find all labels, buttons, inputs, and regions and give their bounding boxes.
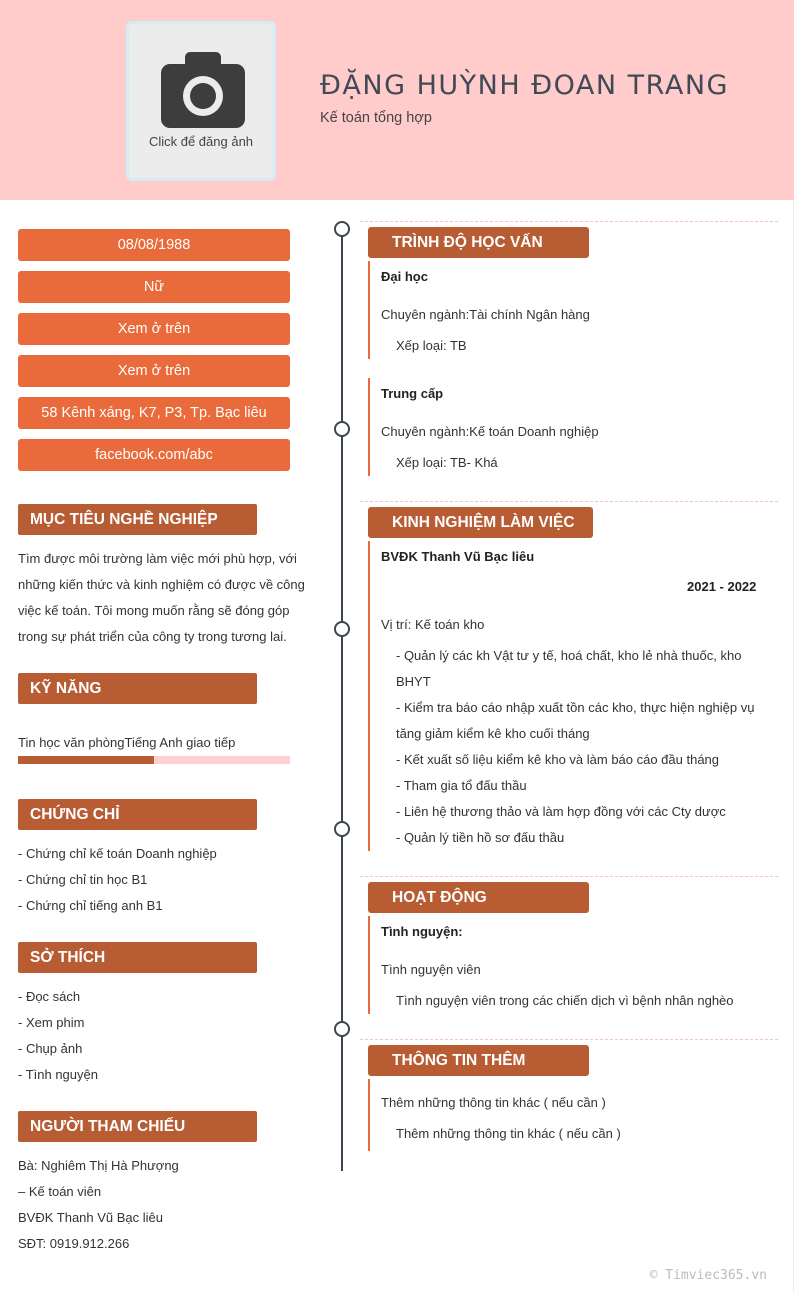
additional-heading: THÔNG TIN THÊM bbox=[368, 1045, 589, 1076]
duty-item: - Tham gia tổ đấu thầu bbox=[396, 778, 527, 793]
hobbies-heading: SỞ THÍCH bbox=[18, 942, 257, 973]
job-title: Kế toán tổng hợp bbox=[320, 110, 432, 126]
activities-heading: HOẠT ĐỘNG bbox=[368, 882, 589, 913]
skill-level-fill bbox=[18, 756, 154, 764]
header bbox=[0, 0, 794, 200]
reference-line[interactable]: BVĐK Thanh Vũ Bạc liêu bbox=[18, 1210, 164, 1225]
duty-item: - Liên hệ thương thảo và làm hợp đồng với các Cty dược bbox=[396, 804, 726, 819]
hobby-item[interactable]: - Tình nguyện bbox=[18, 1067, 98, 1082]
duty-item: - Quản lý các kh Vật tư y tế, hoá chất, kho lẻ nhà thuốc, kho BHYT bbox=[396, 648, 742, 689]
education-grade[interactable]: Xếp loại: TB bbox=[396, 338, 467, 353]
timeline-dot bbox=[334, 621, 350, 637]
experience-heading: KINH NGHIỆM LÀM VIỆC bbox=[368, 507, 593, 538]
section-divider bbox=[360, 876, 778, 877]
additional-line[interactable]: Thêm những thông tin khác ( nếu cần ) bbox=[381, 1095, 606, 1110]
duty-item: - Kiểm tra báo cáo nhập xuất tồn các kho, thực hiện nghiệp vụ tăng giảm kiểm kê kho cuối tháng bbox=[396, 700, 755, 741]
references-heading: NGƯỜI THAM CHIẾU bbox=[18, 1111, 257, 1142]
activity-role[interactable]: Tình nguyện viên bbox=[381, 962, 481, 977]
certificate-item[interactable]: - Chứng chỉ tin học B1 bbox=[18, 872, 148, 887]
certificates-heading: CHỨNG CHỈ bbox=[18, 799, 257, 830]
education-major[interactable]: Chuyên ngành:Kế toán Doanh nghiệp bbox=[381, 424, 599, 439]
address-field[interactable]: 58 Kênh xáng, K7, P3, Tp. Bạc liêu bbox=[18, 397, 290, 429]
phone-field[interactable]: Xem ở trên bbox=[18, 313, 290, 345]
timeline-dot bbox=[334, 1021, 350, 1037]
birthdate-field[interactable]: 08/08/1988 bbox=[18, 229, 290, 261]
photo-caption: Click để đăng ảnh bbox=[148, 134, 254, 149]
duty-item: - Kết xuất số liệu kiểm kê kho và làm báo cáo đầu tháng bbox=[396, 752, 720, 767]
duty-item: - Quản lý tiền hồ sơ đấu thầu bbox=[396, 830, 565, 845]
reference-line[interactable]: Bà: Nghiêm Thị Hà Phượng bbox=[18, 1158, 179, 1173]
experience-duties[interactable] bbox=[396, 643, 756, 851]
candidate-name: ĐẶNG HUỲNH ĐOAN TRANG bbox=[320, 70, 729, 101]
section-divider bbox=[360, 501, 778, 502]
section-divider bbox=[360, 1039, 778, 1040]
entry-accent-bar bbox=[368, 541, 370, 851]
experience-position[interactable]: Vị trí: Kế toán kho bbox=[381, 617, 485, 632]
social-field[interactable]: facebook.com/abc bbox=[18, 439, 290, 471]
activity-desc[interactable]: Tình nguyện viên trong các chiến dịch vì bệnh nhân nghèo bbox=[396, 993, 734, 1008]
experience-period[interactable]: 2021 - 2022 bbox=[687, 579, 757, 594]
reference-line[interactable]: – Kế toán viên bbox=[18, 1184, 102, 1199]
gender-field[interactable]: Nữ bbox=[18, 271, 290, 303]
photo-upload[interactable] bbox=[126, 21, 276, 181]
section-divider bbox=[360, 221, 778, 222]
hobby-item[interactable]: - Xem phim bbox=[18, 1015, 85, 1030]
certificate-item[interactable]: - Chứng chỉ tiếng anh B1 bbox=[18, 898, 163, 913]
skills-text[interactable]: Tin học văn phòngTiếng Anh giao tiếp bbox=[18, 735, 236, 750]
watermark: © Timviec365.vn bbox=[649, 1268, 767, 1283]
certificate-item[interactable]: - Chứng chỉ kế toán Doanh nghiệp bbox=[18, 846, 217, 861]
entry-accent-bar bbox=[368, 1079, 370, 1151]
hobby-item[interactable]: - Chụp ảnh bbox=[18, 1041, 83, 1056]
camera-icon bbox=[161, 50, 245, 128]
education-school[interactable]: Trung cấp bbox=[381, 386, 444, 401]
skills-heading: KỸ NĂNG bbox=[18, 673, 257, 704]
education-major[interactable]: Chuyên ngành:Tài chính Ngân hàng bbox=[381, 307, 590, 322]
experience-company[interactable]: BVĐK Thanh Vũ Bạc liêu bbox=[381, 549, 535, 564]
entry-accent-bar bbox=[368, 916, 370, 1014]
education-grade[interactable]: Xếp loại: TB- Khá bbox=[396, 455, 498, 470]
hobby-item[interactable]: - Đọc sách bbox=[18, 989, 81, 1004]
education-school[interactable]: Đại học bbox=[381, 269, 428, 284]
additional-line[interactable]: Thêm những thông tin khác ( nếu cần ) bbox=[396, 1126, 621, 1141]
education-heading: TRÌNH ĐỘ HỌC VẤN bbox=[368, 227, 589, 258]
entry-accent-bar bbox=[368, 261, 370, 359]
objective-heading: MỤC TIÊU NGHỀ NGHIỆP bbox=[18, 504, 257, 535]
entry-accent-bar bbox=[368, 378, 370, 476]
objective-text[interactable]: Tìm được môi trường làm việc mới phù hợp, với những kiến thức và kinh nghiệm có được về công việc kế toán. Tôi mong muốn rằng sẽ đóng góp trong sự phát triển của công ty trong tương lai. bbox=[18, 551, 305, 644]
reference-line[interactable]: SĐT: 0919.912.266 bbox=[18, 1236, 130, 1251]
activity-org[interactable]: Tình nguyện: bbox=[381, 924, 463, 939]
skill-level-bar bbox=[18, 756, 290, 764]
timeline-dot bbox=[334, 421, 350, 437]
timeline-dot bbox=[334, 821, 350, 837]
email-field[interactable]: Xem ở trên bbox=[18, 355, 290, 387]
timeline-dot bbox=[334, 221, 350, 237]
